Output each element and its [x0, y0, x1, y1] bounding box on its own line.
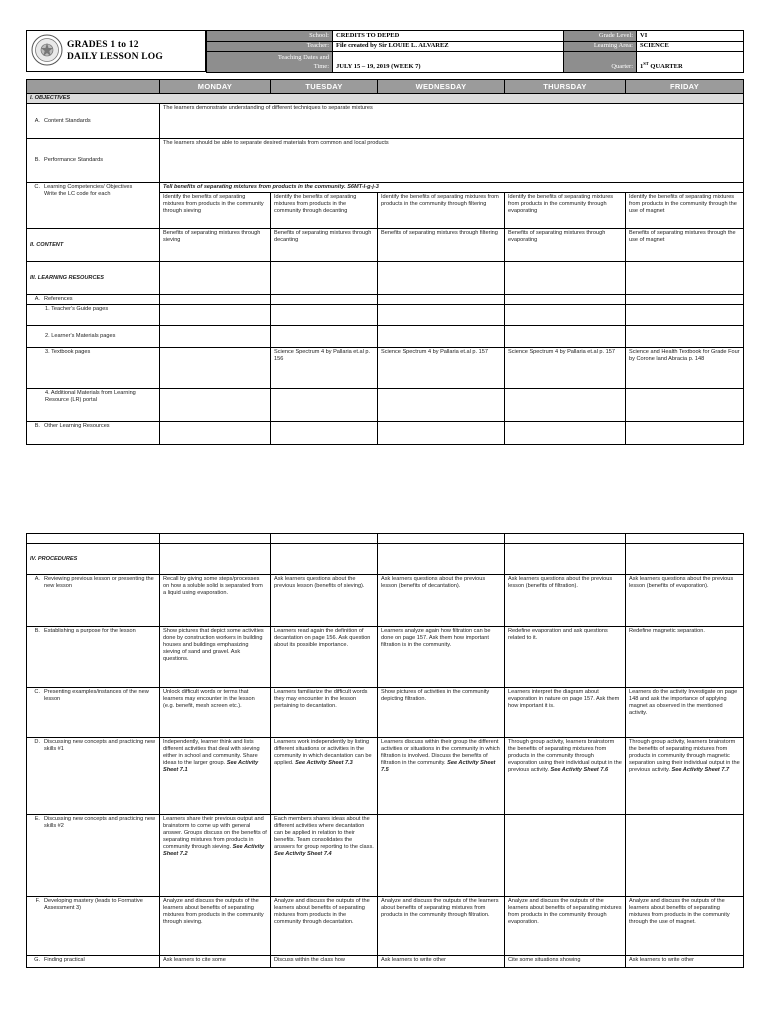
procedure-friday: Through group activity, learners brainstorm the benefits of separating mixtures from products in community through magnetic separation using their individual output in the previous activity. See Activity Sheet 7.7 — [626, 738, 744, 815]
procedure-friday: Redefine magnetic separation. — [626, 627, 744, 688]
quarter-label: Quarter: — [564, 52, 637, 73]
area-label: Learning Area: — [564, 41, 637, 52]
objectives-table — [26, 79, 744, 445]
textbook-wednesday: Science Spectrum 4 by Pallaria et.al p. 157 — [378, 348, 505, 389]
content-standards-label: A. Content Standards — [27, 104, 160, 139]
header-title: GRADES 1 to 12 DAILY LESSON LOG — [67, 40, 163, 62]
procedure-row — [27, 627, 744, 688]
content-row — [27, 229, 744, 262]
performance-standards-row — [27, 139, 744, 183]
procedures-blank-row — [27, 534, 744, 544]
procedures-table — [26, 533, 744, 968]
content-thursday: Benefits of separating mixtures through evaporating — [505, 229, 626, 262]
textbook-monday — [160, 348, 271, 389]
procedure-label: F. Developing mastery (leads to Formative Assessment 3) — [27, 897, 160, 956]
procedure-friday: Ask learners questions about the previous lesson (benefits of evaporation). — [626, 575, 744, 627]
procedure-label: G. Finding practical — [27, 956, 160, 968]
competency-monday: Identify the benefits of separating mixtures from products in the community through sieving — [160, 193, 271, 229]
procedure-tuesday: Learners familiarize the difficult words they may encounter in the lesson pertaining to decantation. — [271, 688, 378, 738]
procedure-row — [27, 575, 744, 627]
references-row — [27, 295, 744, 305]
content-standards-row — [27, 104, 744, 139]
content-standards-text: The learners demonstrate understanding of different techniques to separate mixtures — [160, 104, 744, 139]
procedure-wednesday: Ask learners to write other — [378, 956, 505, 968]
procedure-friday: Ask learners to write other — [626, 956, 744, 968]
procedure-monday: Show pictures that depict some activities done by construction workers in building houses and buildings emphasizing sieving of sand and gravel. Ask questions. — [160, 627, 271, 688]
teacher-label: Teacher: — [207, 41, 333, 52]
lr-portal-label: 4. Additional Materials from Learning Resource (LR) portal — [27, 389, 160, 422]
procedures-heading: IV. PROCEDURES — [27, 544, 160, 575]
content-wednesday: Benefits of separating mixtures through filtering — [378, 229, 505, 262]
content-heading: II. CONTENT — [27, 229, 160, 262]
learners-materials-label: 2. Learner's Materials pages — [27, 326, 160, 348]
dates-value: JULY 15 – 19, 2019 (WEEK 7) — [333, 52, 564, 73]
competency-code: Tell benefits of separating mixtures from products in the community. S6MT-I-g-j-3 — [160, 183, 744, 193]
procedure-wednesday: Ask learners questions about the previous lesson (benefits of decantation). — [378, 575, 505, 627]
procedure-thursday — [505, 815, 626, 897]
day-thursday: THURSDAY — [505, 80, 626, 94]
procedure-wednesday: Learners discuss within their group the different activities or situations in the community in which filtration is involved. Discuss the benefits of filtration in the community. See Activity Sheet 7.5 — [378, 738, 505, 815]
teachers-guide-label: 1. Teacher's Guide pages — [27, 305, 160, 326]
procedure-row — [27, 815, 744, 897]
content-friday: Benefits of separating mixtures through the use of magnet — [626, 229, 744, 262]
procedure-thursday: Ask learners questions about the previous lesson (benefits of filtration). — [505, 575, 626, 627]
procedure-wednesday: Show pictures of activities in the community depicting filtration. — [378, 688, 505, 738]
day-wednesday: WEDNESDAY — [378, 80, 505, 94]
procedures-rows — [27, 575, 744, 968]
procedure-monday: Learners share their previous output and brainstorm to come up with general answer. Groups discuss on the benefits of separating mixtures from products in community through sieving. See Activity Sheet 7.2 — [160, 815, 271, 897]
dll-header — [26, 30, 743, 72]
grade-label: Grade Level: — [564, 31, 637, 42]
resources-heading: III. LEARNING RESOURCES — [27, 262, 160, 295]
performance-standards-label: B. Performance Standards — [27, 139, 160, 183]
header-info-table — [206, 30, 744, 73]
performance-standards-text: The learners should be able to separate desired materials from common and local products — [160, 139, 744, 183]
procedure-tuesday: Learners read again the definition of decantation on page 156. Ask question about its possible importance. — [271, 627, 378, 688]
procedure-tuesday: Learners work independently by listing different situations or activities in the community in which decantation can be applied. See Activity Sheet 7.3 — [271, 738, 378, 815]
procedure-tuesday: Ask learners questions about the previous lesson (benefits of sieving). — [271, 575, 378, 627]
quarter-value: 1ST QUARTER — [637, 52, 744, 73]
school-value: CREDITS TO DEPED — [333, 31, 564, 42]
textbook-row — [27, 348, 744, 389]
procedure-label: A. Reviewing previous lesson or presenting the new lesson — [27, 575, 160, 627]
days-header-row — [27, 80, 744, 94]
procedure-monday: Recall by giving some steps/processes on how a soluble solid is separated from a liquid using evaporation. — [160, 575, 271, 627]
procedure-thursday: Redefine evaporation and ask questions related to it. — [505, 627, 626, 688]
procedure-row — [27, 738, 744, 815]
procedure-friday: Analyze and discuss the outputs of the learners about benefits of separating mixtures from products in the community through the use of magnet. — [626, 897, 744, 956]
day-monday: MONDAY — [160, 80, 271, 94]
learners-materials-row — [27, 326, 744, 348]
header-title-box — [26, 30, 206, 72]
procedure-monday: Ask learners to cite some — [160, 956, 271, 968]
procedure-friday: Learners do the activity Investigate on page 148 and ask the importance of applying magnet as observed in the mentioned activity. — [626, 688, 744, 738]
procedure-row — [27, 897, 744, 956]
procedure-wednesday: Analyze and discuss the outputs of the learners about benefits of separating mixtures from products in the community through filtration. — [378, 897, 505, 956]
procedure-thursday: Through group activity, learners brainstorm the benefits of separating mixtures from products in the community through evaporation using their individual output in the previous activity. See Activity Sheet 7.6 — [505, 738, 626, 815]
textbook-label: 3. Textbook pages — [27, 348, 160, 389]
teachers-guide-row — [27, 305, 744, 326]
competency-tuesday: Identify the benefits of separating mixtures from products in the community through decanting — [271, 193, 378, 229]
procedure-monday: Analyze and discuss the outputs of the learners about benefits of separating mixtures from products in the community through sieving. — [160, 897, 271, 956]
competency-wednesday: Identify the benefits of separating mixtures from products in the community through filtering — [378, 193, 505, 229]
procedure-tuesday: Analyze and discuss the outputs of the learners about benefits of separating mixtures from products in the community through decantation. — [271, 897, 378, 956]
other-resources-row — [27, 422, 744, 445]
procedures-heading-row — [27, 544, 744, 575]
textbook-friday: Science and Health Textbook for Grade Four by Corone land Abracia p. 148 — [626, 348, 744, 389]
procedure-thursday: Cite some situations showing — [505, 956, 626, 968]
school-label: School: — [207, 31, 333, 42]
lr-portal-row — [27, 389, 744, 422]
procedure-wednesday: Learners analyze again how filtration can be done on page 157. Ask them how important filtration is in the community. — [378, 627, 505, 688]
procedure-thursday: Analyze and discuss the outputs of the learners about benefits of separating mixtures from products in the community through evaporation. — [505, 897, 626, 956]
dates-label: Teaching Dates and Time: — [207, 52, 333, 73]
procedure-label: B. Establishing a purpose for the lesson — [27, 627, 160, 688]
competency-header-row — [27, 183, 744, 193]
area-value: SCIENCE — [637, 41, 744, 52]
days-header-blank — [27, 80, 160, 94]
competencies-label: C. Learning Competencies/ Objectives Write the LC code for each — [27, 183, 160, 229]
procedure-friday — [626, 815, 744, 897]
textbook-tuesday: Science Spectrum 4 by Pallaria et.al p. 156 — [271, 348, 378, 389]
resources-row — [27, 262, 744, 295]
procedure-row — [27, 956, 744, 968]
grade-value: VI — [637, 31, 744, 42]
day-friday: FRIDAY — [626, 80, 744, 94]
procedure-wednesday — [378, 815, 505, 897]
procedure-label: D. Discussing new concepts and practicing new skills #1 — [27, 738, 160, 815]
procedure-row — [27, 688, 744, 738]
procedure-tuesday: Each members shares ideas about the different activities where decantation can be applied in relation to their benefits. Team consolidates the answers for group reporting to the class. See Activity Sheet 7.4 — [271, 815, 378, 897]
other-resources-label: B. Other Learning Resources — [27, 422, 160, 445]
competency-thursday: Identify the benefits of separating mixtures from products in the community through evaporating — [505, 193, 626, 229]
references-label: A. References — [27, 295, 160, 305]
procedure-monday: Independently, learner think and lists different activities that deal with sieving either in school and community. Share ideas to the larger group. See Activity Sheet 7.1 — [160, 738, 271, 815]
objectives-heading: I. OBJECTIVES — [27, 94, 744, 104]
procedure-monday: Unlock difficult words or terms that learners may encounter in the lesson (e.g. benefit, mesh screen etc.). — [160, 688, 271, 738]
procedure-label: C. Presenting examples/instances of the new lesson — [27, 688, 160, 738]
competency-friday: Identify the benefits of separating mixtures from products in the community through the use of magnet — [626, 193, 744, 229]
textbook-thursday: Science Spectrum 4 by Pallaria et.al p. 157 — [505, 348, 626, 389]
content-tuesday: Benefits of separating mixtures through decanting — [271, 229, 378, 262]
day-tuesday: TUESDAY — [271, 80, 378, 94]
content-monday: Benefits of separating mixtures through sieving — [160, 229, 271, 262]
procedure-label: E. Discussing new concepts and practicing new skills #2 — [27, 815, 160, 897]
deped-seal-icon — [31, 34, 63, 66]
procedure-tuesday: Discuss within the class how — [271, 956, 378, 968]
teacher-value: File created by Sir LOUIE L. ALVAREZ — [333, 41, 564, 52]
procedure-thursday: Learners interpret the diagram about evaporation in nature on page 157. Ask them how important it is. — [505, 688, 626, 738]
